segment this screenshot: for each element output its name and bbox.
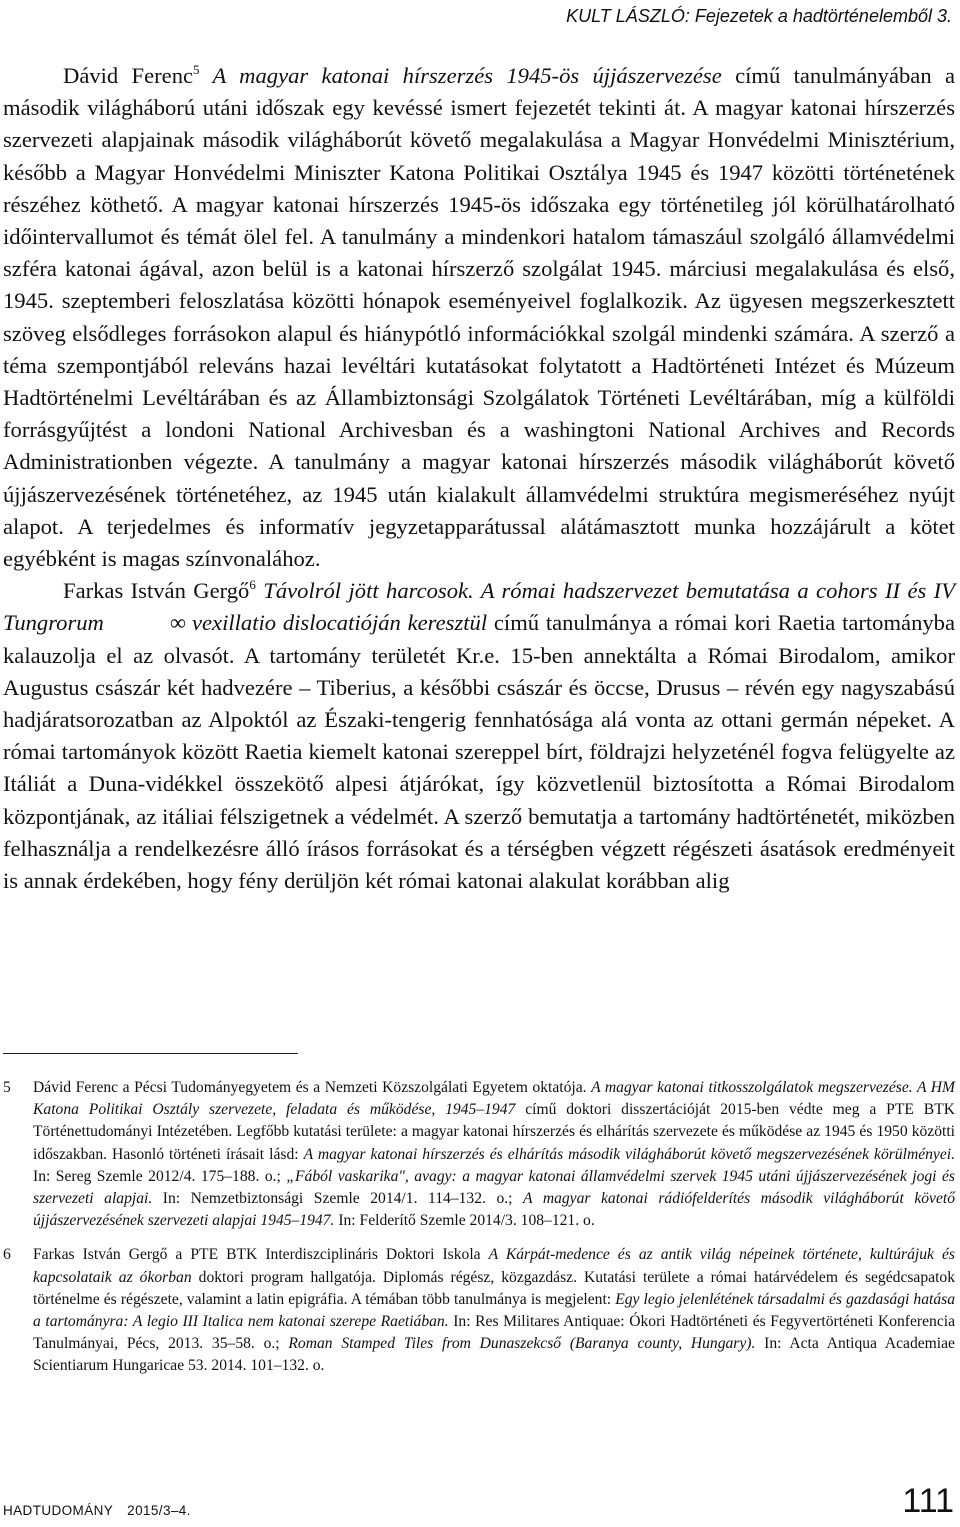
footnote-number: 6	[3, 1246, 11, 1264]
footnote-span: Dávid Ferenc a Pécsi Tudományegyetem és a Nemzeti Közszolgálati Egyetem oktatója.	[33, 1079, 592, 1096]
study-title: Távolról jött harcosok. A római hadszervezet bemutatása a cohors II és IV Tungrorum	[3, 578, 955, 636]
footnote-span: In: Res Militares Antiquae: Ókori Hadtörténeti és Fegyvertörténeti Konferencia Tanulmányai, Pécs, 2013. 35–58. o.;	[33, 1313, 955, 1353]
paragraph-text: című tanulmányában a második világháború utáni időszak egy kevéssé ismert fejezetét tekinti át. A magyar katonai hírszerzés szervezeti alapjainak második világháborút követő megalakulása a Magyar Honvédelmi Minisztérium, később a Magyar Honvédelmi Miniszter Katona Politikai Osztálya 1945 és 1947 közötti történetének részéhez köthető. A magyar katonai hírszerzés 1945-ös időszaka egy történetileg jól körülhatárolható időintervallumot és témát ölel fel. A tanulmány a mindenkori hatalom támaszául szolgáló államvédelmi szféra katonai ágával, azon belül is a katonai hírszerző szolgálat 1945. márciusi megalakulása és első, 1945. szeptemberi feloszlatása közötti hónapok eseményeivel foglalkozik. Az ügyesen megszerkesztett szöveg elsődleges forrásokon alapul és hiánypótló információkkal szolgál mindenki számára. A szerző a téma szempontjából releváns hazai levéltári kutatásokat folytatott a Hadtörténeti Intézet és Múzeum Hadtörténelmi Levéltárában és az Állambiztonsági Szolgálatok Történeti Levéltárában, míg a külföldi forrásgyűjtést a londoni National Archivesban és a washingtoni National Archives and Records Administrationben végezte. A tanulmány a magyar katonai hírszerzés második világháborút követő újjászervezésének történetéhez, az 1945 után kialakult államvédelmi struktúra megismeréséhez nyújt alapot. A terjedelmes és informatív jegyzetapparátussal alátámasztott munka hozzájárult a kötet egyébként is magas színvonalához.	[3, 63, 955, 572]
infinity-icon: ∞	[169, 610, 186, 636]
footnote-span: doktori program hallgatója. Diplomás régész, közgazdász. Kutatási területe a római határvédelem és segédcsapatok történelme és régészete, valamint a latin epigráfia. A témában több tanulmánya is megjelent:	[33, 1268, 956, 1308]
footer-journal	[3, 1503, 191, 1518]
footnote-span: In: Sereg Szemle 2012/4. 175–188. o.;	[33, 1167, 287, 1185]
study-title-continued: vexillatio dislocatióján keresztül	[191, 610, 488, 636]
footnote-number: 5	[3, 1079, 11, 1096]
footnote-title: A magyar katonai rádiófelderítés második világháborút követő újjászervezésének szervezeti alapjai 1945–1947.	[33, 1190, 956, 1230]
footnote-span: Farkas István Gergő a PTE BTK Interdiszciplináris Doktori Iskola	[33, 1246, 489, 1264]
issue-number: 2015/3–4.	[127, 1503, 191, 1518]
footnote-ref-6: 6	[249, 577, 256, 593]
footnote-text	[33, 1077, 955, 1232]
footnote-title: A magyar katonai hírszerzés és elhárítás második világháborút követő megszervezésének körülményei.	[303, 1145, 955, 1163]
footnote-title: A magyar katonai titkosszolgálatok megszervezése. A HM Katona Politikai Osztály szervezete, feladata és működése, 1945–1947	[33, 1079, 955, 1119]
main-text	[3, 60, 955, 897]
footnote-title: Egy legio jelenlétének társadalmi és gazdasági hatása a tartományra: A legio III Italica nem katonai szerepe Raetiában.	[33, 1290, 955, 1331]
footnote-title: „Fából vaskarika", avagy: a magyar katonai államvédelmi szervek 1945 utáni újjászervezésének jogi és szervezeti alapjai.	[33, 1167, 955, 1208]
study-title: A magyar katonai hírszerzés 1945-ös újjászervezése	[199, 63, 722, 88]
footnote-title: Roman Stamped Tiles from Dunaszekcső (Baranya county, Hungary).	[288, 1335, 756, 1353]
author-name: Dávid Ferenc	[63, 63, 194, 88]
paragraph-farkas	[3, 575, 955, 897]
footnote-span: In: Nemzetbiztonsági Szemle 2014/1. 114–132. o.;	[152, 1190, 524, 1208]
footnote-span: című doktori disszertációját 2015-ben védte meg a PTE BTK Történettudományi Intézetében. Legfőbb kutatási területe: a magyar katonai hírszerzés és elhárítás szervezete és működése az 1945 és 1950 közötti időszakban. Hasonló történeti írásait lásd:	[33, 1101, 955, 1163]
footnote-ref-5: 5	[193, 62, 200, 77]
footnote-6	[3, 1244, 955, 1377]
journal-name: HADTUDOMÁNY	[3, 1503, 114, 1518]
footnote-title: A Kárpát-medence és az antik világ népeinek története, kultúrájuk és kapcsolataik az ókorban	[33, 1246, 955, 1286]
footnotes	[3, 1077, 955, 1390]
paragraph-david	[3, 60, 955, 575]
running-head: KULT LÁSZLÓ: Fejezetek a hadtörténelemből 3.	[566, 6, 952, 26]
footnote-5	[3, 1077, 955, 1232]
paragraph-text: című tanulmánya a római kori Raetia tartományba kalauzolja el az olvasót. A tartomány területét Kr.e. 15-ben annektálta a Római Birodalom, amikor Augustus császár két hadvezére – Tiberius, a későbbi császár és öccse, Drusus – révén egy nagyszabású hadjáratsorozatban az Alpoktól az Északi-tengerig fennhatósága alá vonta az ottani germán népeket. A római tartományok között Raetia kiemelt katonai szereppel bírt, földrajzi helyzeténél fogva felügyelte az Itáliát a Duna-vidékkel összekötő alpesi átjárókat, így közvetlenül biztosította a Római Birodalom központjának, az itáliai félszigetnek a védelmét. A szerző bemutatja a tartomány hadtörténetét, miközben felhasználja a rendelkezésre álló írásos forrásokat és a térségben végzett régészeti ásatások eredményeit is annak érdekében, hogy fény derüljön két római katonai alakulat korábban alig	[3, 610, 956, 894]
footnote-span: In: Felderítő Szemle 2014/3. 108–121. o.	[334, 1212, 595, 1230]
footnote-divider	[3, 1053, 298, 1054]
author-name: Farkas István Gergő	[63, 578, 250, 604]
footnote-text	[33, 1244, 955, 1377]
page-number: 111	[902, 1482, 954, 1520]
footnote-span: In: Acta Antiqua Academiae Scientiarum Hungaricae 53. 2014. 101–132. o.	[33, 1335, 955, 1375]
